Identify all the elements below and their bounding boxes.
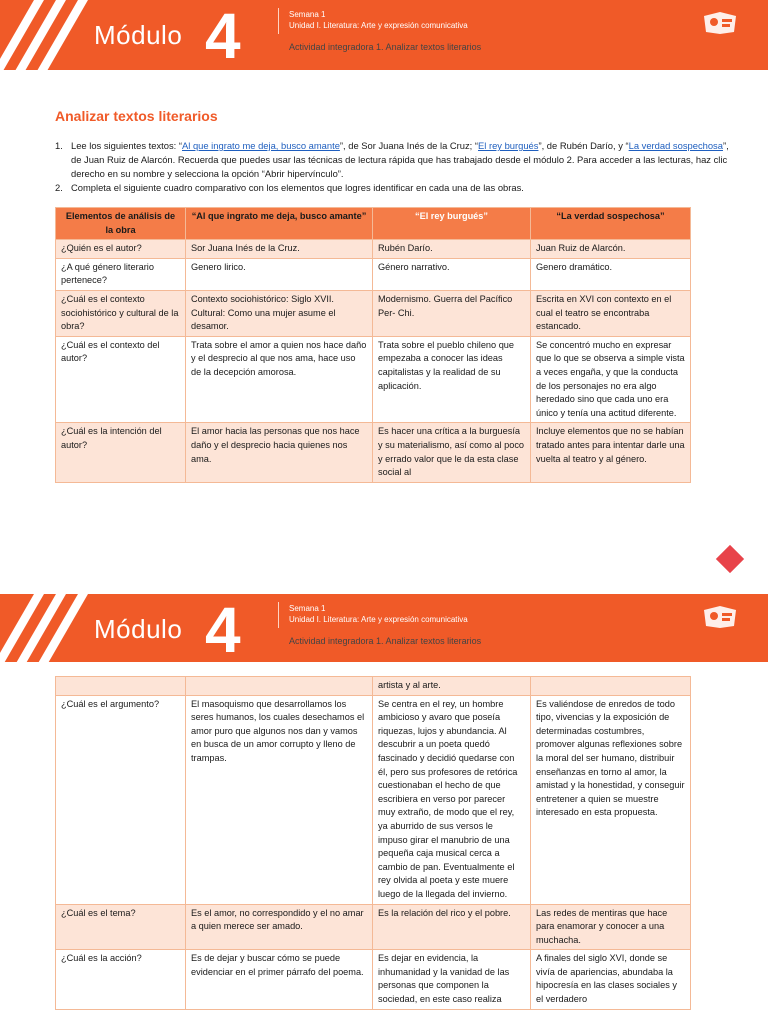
table-cell: Genero dramático. (531, 258, 691, 290)
row-question: ¿Cuál es el tema? (56, 904, 186, 950)
table-cell: Escrita en XVI con contexto en el cual el teatro se encontraba estancado. (531, 290, 691, 336)
header-work-2: “El rey burgués” (373, 208, 531, 240)
table-row (56, 336, 691, 423)
table-cell: Trata sobre el pueblo chileno que empezaba a conocer las ideas capitalistas y la realidad de su aplicación. (373, 336, 531, 423)
link-el-rey-burgues[interactable]: El rey burgués (478, 140, 539, 151)
header-work-1: “Al que ingrato me deja, busco amante” (186, 208, 373, 240)
comparison-table-page-1 (55, 207, 691, 483)
table-cell: Es valiéndose de enredos de todo tipo, vivencias y la exposición de determinadas costumbres, promover algunas reflexiones sobre la moral del ser humano, distribuir enseñanzas en torno al amor, la amistad y la honestidad, y conseguir entretener a quien se muestre interesado en esta propuesta. (531, 695, 691, 904)
instruction-item-2 (55, 181, 735, 195)
module-title: Módulo (94, 614, 183, 644)
table-cell: Es de dejar y buscar cómo se puede evidenciar en el primer párrafo del poema. (186, 950, 373, 1009)
table-row (56, 290, 691, 336)
page-title: Analizar textos literarios (55, 108, 218, 124)
table-cell: Las redes de mentiras que hace para enamorar y conocer a una muchacha. (531, 904, 691, 950)
table-row (56, 950, 691, 1009)
table-cell: Es el amor, no correspondido y el no amar a quien merece ser amado. (186, 904, 373, 950)
module-banner (0, 0, 768, 70)
table-row (56, 240, 691, 259)
instruction-text: Completa el siguiente cuadro comparativo con los elementos que logres identificar en cada una de las obras. (71, 182, 524, 193)
table-cell: Contexto sociohistórico: Siglo XVII. Cultural: Como una mujer asume el desamor. (186, 290, 373, 336)
week-label: Semana 1 (289, 10, 326, 19)
table-row (56, 258, 691, 290)
table-cell: Genero lirico. (186, 258, 373, 290)
comparison-table-page-2 (55, 676, 691, 1010)
item-number: 1. (55, 140, 63, 151)
table-cell: A finales del siglo XVI, donde se vivía de apariencias, abundaba la hipocresía en las clases sociales y el verdadero (531, 950, 691, 1009)
activity-subtitle: Actividad integradora 1. Analizar textos literarios (289, 42, 482, 52)
unit-label: Unidad I. Literatura: Arte y expresión comunicativa (289, 21, 468, 30)
table-cell: Sor Juana Inés de la Cruz. (186, 240, 373, 259)
table-cell: Incluye elementos que no se habían tratado antes para intentar darle una vuelta al teatro y al género. (531, 423, 691, 482)
unit-label: Unidad I. Literatura: Arte y expresión comunicativa (289, 615, 468, 624)
table-cell: Trata sobre el amor a quien nos hace daño y el desprecio al que nos ama, hace uso de la decepción amorosa. (186, 336, 373, 423)
table-cell: Se concentró mucho en expresar que lo que se observa a simple vista a veces engaña, y que la conducta de los personajes no era algo heredado sino que cada uno era único y tenía una actitud diferente. (531, 336, 691, 423)
table-cell: El amor hacia las personas que nos hace daño y el desprecio hacia quienes nos ama. (186, 423, 373, 482)
table-cell: Es la relación del rico y el pobre. (373, 904, 531, 950)
table-cell (56, 677, 186, 696)
banner-divider (278, 602, 279, 628)
table-cell: Rubén Darío. (373, 240, 531, 259)
prepa-logo-icon (700, 10, 740, 36)
table-cell: Género narrativo. (373, 258, 531, 290)
item-number: 2. (55, 182, 63, 193)
text-fragment: ”, de Sor Juana Inés de la Cruz; “ (339, 140, 479, 151)
banner-divider (278, 8, 279, 34)
table-cell (186, 677, 373, 696)
table-cell: artista y al arte. (373, 677, 531, 696)
module-banner-page-2 (0, 594, 768, 662)
table-cell: Se centra en el rey, un hombre ambicioso y avaro que poseía riquezas, lujos y abundancia. Al descubrir a un poeta quedó fascinado y decidió quedarse con él, pero sus profesores de retórica cuestionaban el hecho de que escribiera en verso por parecer muy extraño, de modo que el rey, ya aburrido de sus versos le impuso girar el manubrio de una pequeña caja musical cerca a cambio de pan. Eventualmente el rey olvida al poeta y este muere luego de la llegada del invierno. (373, 695, 531, 904)
table-row-continuation (56, 677, 691, 696)
row-question: ¿Cuál es la intención del autor? (56, 423, 186, 482)
link-al-que-ingrato[interactable]: Al que ingrato me deja, busco amante (182, 140, 340, 151)
link-la-verdad-sospechosa[interactable]: La verdad sospechosa (628, 140, 723, 151)
table-cell (531, 677, 691, 696)
instruction-text (71, 139, 735, 181)
row-question: ¿Cuál es el contexto sociohistórico y cultural de la obra? (56, 290, 186, 336)
table-cell: Modernismo. Guerra del Pacífico Per- Chi. (373, 290, 531, 336)
header-work-3: “La verdad sospechosa” (531, 208, 691, 240)
table-row (56, 904, 691, 950)
row-question: ¿Cuál es el contexto del autor? (56, 336, 186, 423)
module-number: 4 (205, 594, 241, 662)
table-cell: Es dejar en evidencia, la inhumanidad y la vanidad de las personas que componen la sociedad, en este caso realiza (373, 950, 531, 1009)
instructions (55, 139, 735, 195)
header-elements: Elementos de análisis de la obra (56, 208, 186, 240)
activity-subtitle: Actividad integradora 1. Analizar textos literarios (289, 636, 482, 646)
table-cell: Juan Ruiz de Alarcón. (531, 240, 691, 259)
prepa-logo-icon (700, 604, 740, 630)
row-question: ¿Cuál es la acción? (56, 950, 186, 1009)
row-question: ¿A qué género literario pertenece? (56, 258, 186, 290)
table-cell: El masoquismo que desarrollamos los seres humanos, los cuales desechamos el amor puro que algunos nos dan y vamos en busca de un amor corrupto y lleno de trampas. (186, 695, 373, 904)
table-row (56, 423, 691, 482)
text-fragment: ”, de Rubén Darío, y “ (538, 140, 629, 151)
text-fragment: ”, de Juan Ruiz de Alarcón. Recuerda que puedes usar las técnicas de lectura rápida que has trabajado desde el módulo 2. Para acceder a las lecturas, haz clic derecho en su nombre y selecciona la opción “Abrir hipervínculo”. (71, 140, 729, 179)
text-fragment: Lee los siguientes textos: “ (71, 140, 182, 151)
week-label: Semana 1 (289, 604, 326, 613)
row-question: ¿Cuál es el argumento? (56, 695, 186, 904)
module-title: Módulo (94, 20, 183, 50)
table-cell: Es hacer una crítica a la burguesía y su materialismo, así como al poco y errado valor que le da esta clase social al (373, 423, 531, 482)
module-number: 4 (205, 0, 241, 70)
row-question: ¿Quién es el autor? (56, 240, 186, 259)
instruction-item-1 (55, 139, 735, 181)
table-row (56, 695, 691, 904)
page-break (0, 500, 768, 594)
